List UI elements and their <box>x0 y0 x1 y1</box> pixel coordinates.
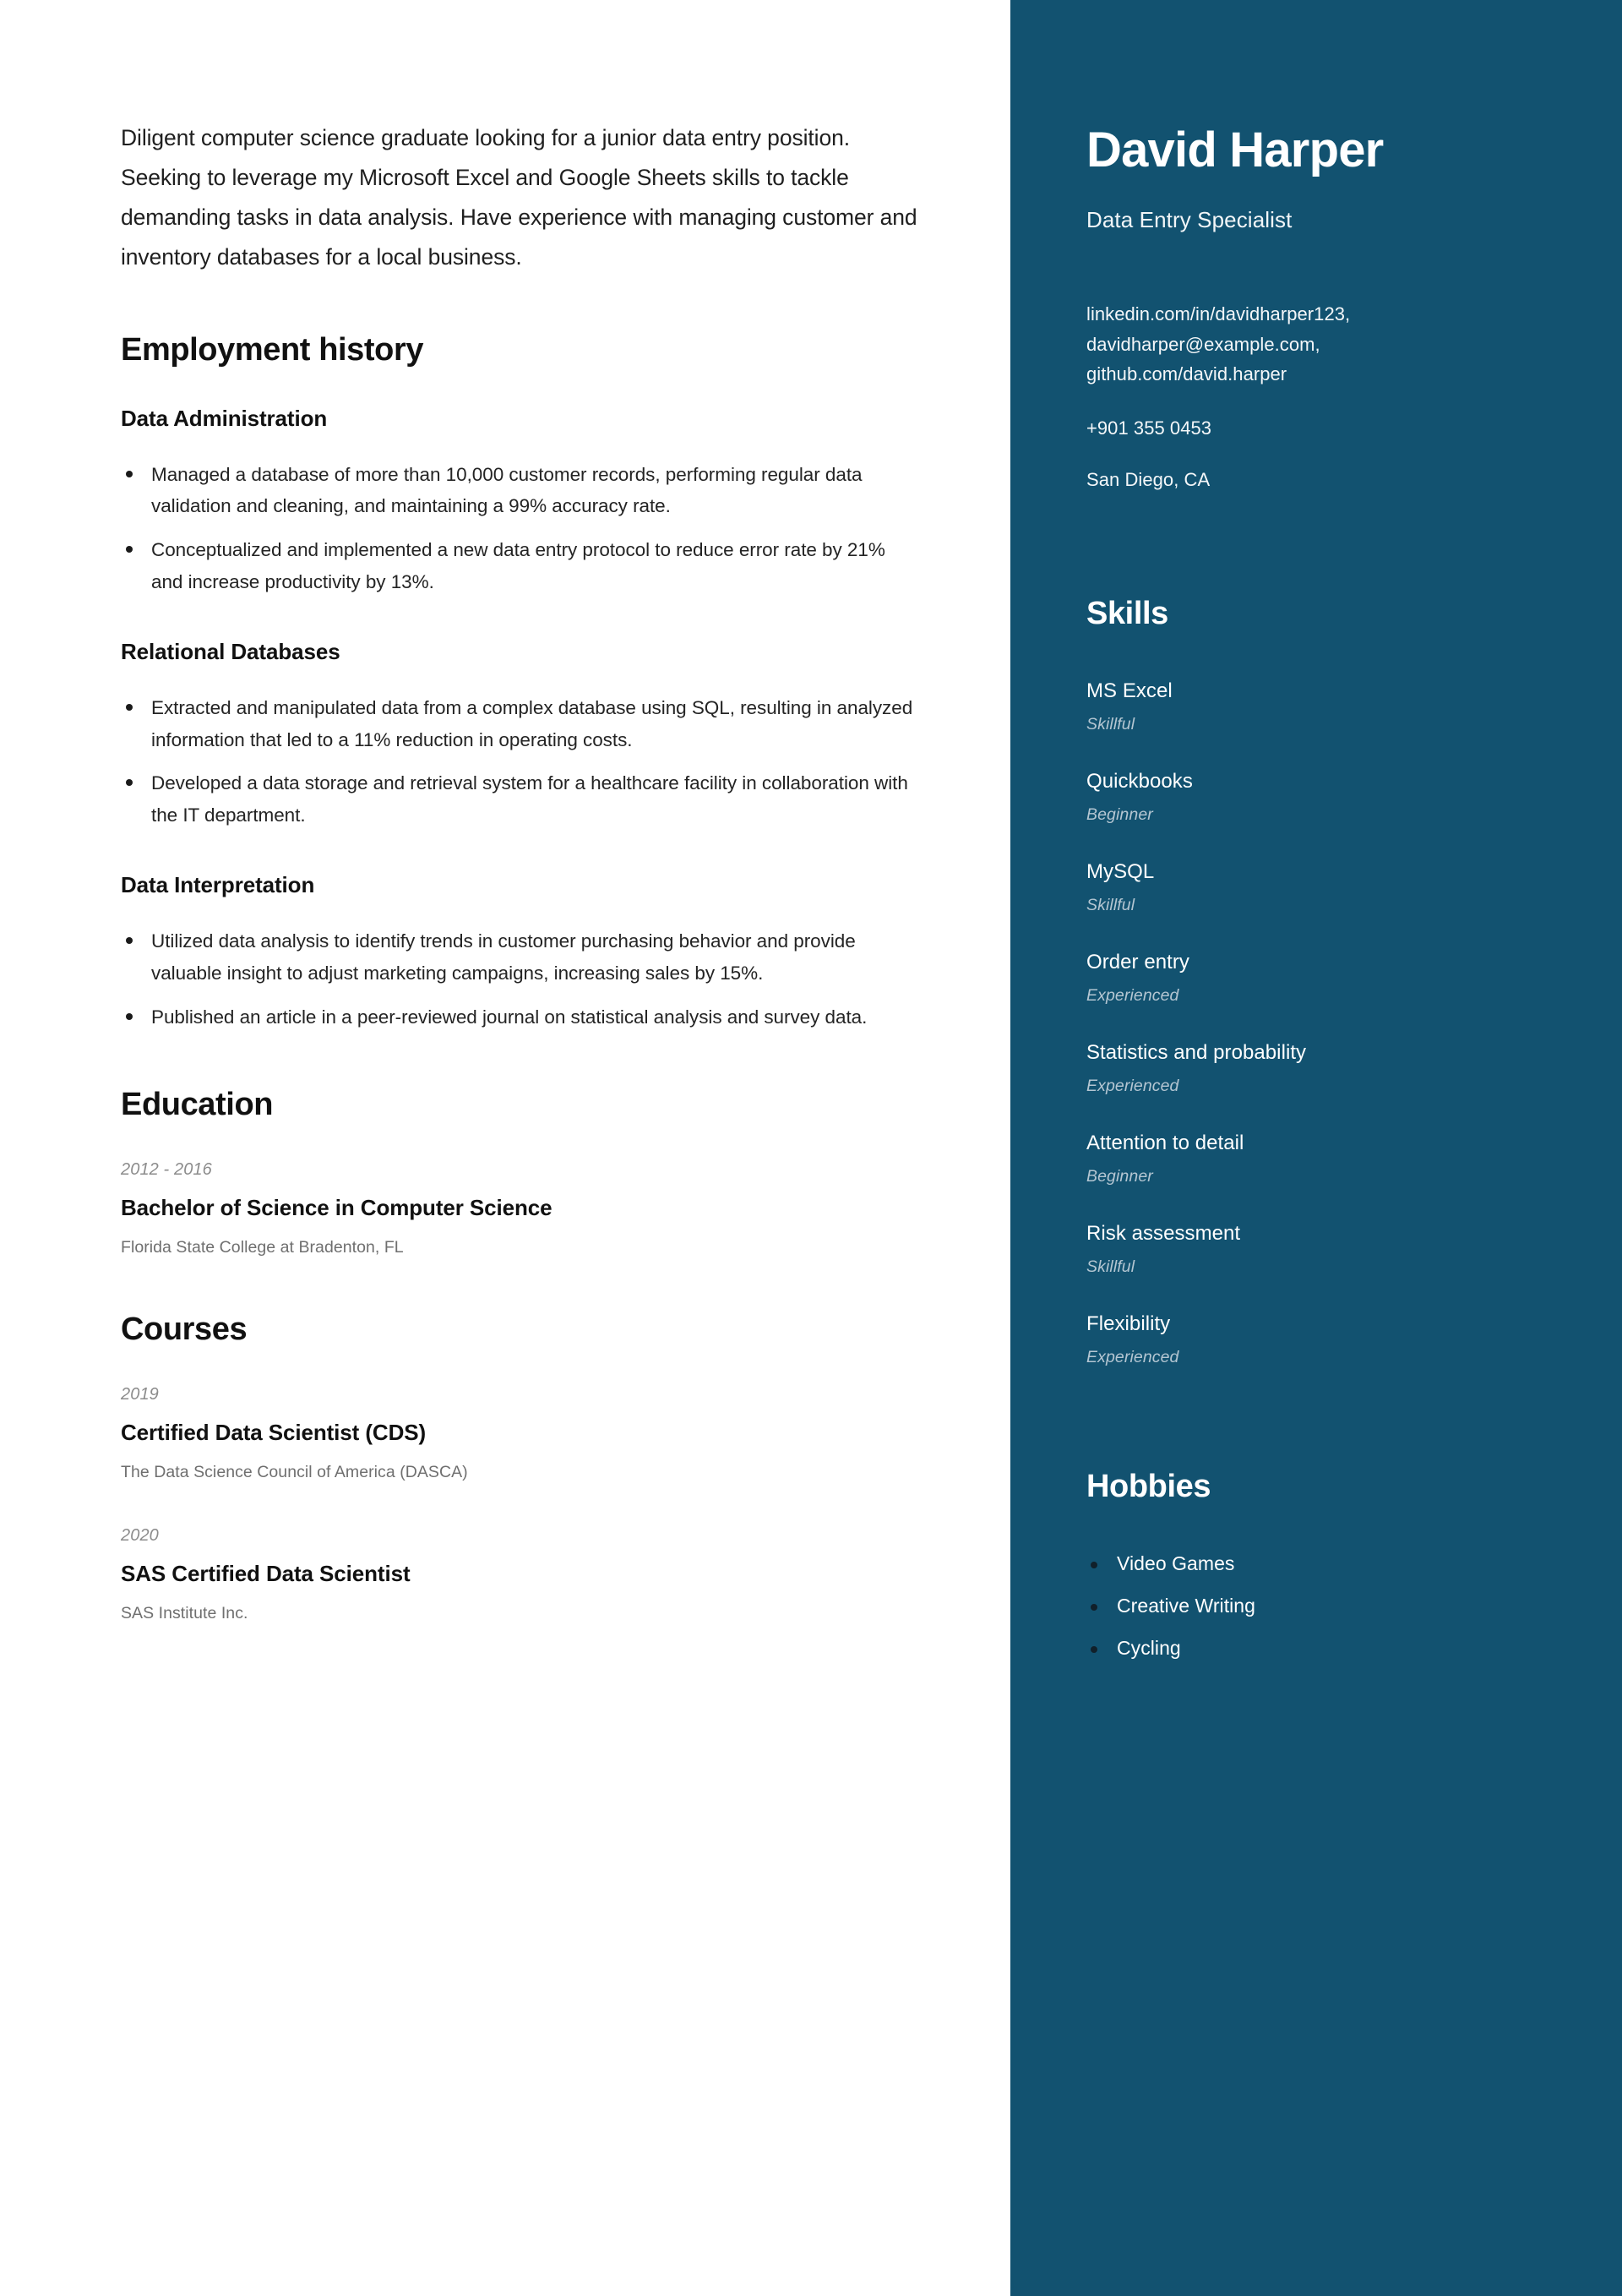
skill-item <box>1086 1041 1563 1096</box>
entry-title: SAS Certified Data Scientist <box>121 1561 411 1587</box>
skill-name: Statistics and probability <box>1086 1041 1307 1065</box>
skill-level: Experienced <box>1086 1077 1179 1096</box>
skill-name: Flexibility <box>1086 1312 1171 1336</box>
hobby-item: Creative Writing <box>1086 1595 1563 1617</box>
contact-github[interactable]: github.com/david.harper <box>1086 363 1287 385</box>
skill-item <box>1086 1132 1563 1186</box>
job-title: Relational Databases <box>121 638 340 664</box>
skill-name: Risk assessment <box>1086 1222 1241 1246</box>
professional-summary: Diligent computer science graduate looking for a junior data entry position. Seeking to leverage my Microsoft Excel and Google Sheets skills to tackle demanding tasks in data analysis. Have experience with managing customer and inventory databases for a local business. <box>121 125 917 270</box>
skill-name: Quickbooks <box>1086 770 1193 794</box>
contact-phone[interactable]: +901 355 0453 <box>1086 417 1212 439</box>
courses-title: Courses <box>121 1312 248 1348</box>
skill-name: Attention to detail <box>1086 1132 1244 1155</box>
skill-item <box>1086 951 1563 1006</box>
entry-title: Bachelor of Science in Computer Science <box>121 1195 552 1221</box>
skill-list <box>1086 679 1563 1367</box>
job-bullet: Published an article in a peer-reviewed journal on statistical analysis and survey data. <box>122 1001 922 1033</box>
employment-history-title: Employment history <box>121 331 424 368</box>
job-bullet-list <box>122 692 922 832</box>
skill-name: MS Excel <box>1086 679 1173 703</box>
candidate-name: David Harper <box>1086 123 1384 177</box>
entry-date: 2012 - 2016 <box>121 1160 212 1180</box>
courses-entry-list <box>121 1385 922 1623</box>
job-title: Data Interpretation <box>121 872 315 897</box>
employment-job <box>121 639 922 832</box>
entry-institution: The Data Science Council of America (DASCA) <box>121 1463 468 1482</box>
skill-item <box>1086 1222 1563 1277</box>
hobby-list <box>1086 1552 1563 1660</box>
hobby-item: Video Games <box>1086 1552 1563 1575</box>
job-title: Data Administration <box>121 405 328 431</box>
skill-level: Beginner <box>1086 805 1153 825</box>
section-education <box>121 1087 922 1257</box>
education-entry-list <box>121 1160 922 1257</box>
skill-level: Experienced <box>1086 986 1179 1006</box>
section-employment-history <box>121 332 922 1033</box>
education-title: Education <box>121 1087 274 1123</box>
entry-date: 2019 <box>121 1385 159 1404</box>
hobbies-title: Hobbies <box>1086 1469 1211 1505</box>
skill-item <box>1086 770 1563 825</box>
skill-name: MySQL <box>1086 860 1155 884</box>
hobby-item: Cycling <box>1086 1637 1563 1660</box>
employment-job <box>121 872 922 1033</box>
employment-job <box>121 406 922 598</box>
skill-name: Order entry <box>1086 951 1189 974</box>
job-bullet-list <box>122 459 922 598</box>
skill-level: Beginner <box>1086 1167 1153 1186</box>
employment-job-list <box>121 406 922 1033</box>
skill-level: Skillful <box>1086 896 1135 915</box>
section-skills <box>1086 596 1563 1367</box>
job-bullet: Managed a database of more than 10,000 customer records, performing regular data validation and cleaning, and maintaining a 99% accuracy rate. <box>122 459 922 523</box>
timeline-entry <box>121 1385 922 1482</box>
skill-item <box>1086 679 1563 734</box>
timeline-entry <box>121 1526 922 1623</box>
contact-links <box>1086 299 1563 390</box>
candidate-role: Data Entry Specialist <box>1086 206 1293 232</box>
contact-linkedin[interactable]: linkedin.com/in/davidharper123, <box>1086 303 1351 324</box>
entry-title: Certified Data Scientist (CDS) <box>121 1420 427 1446</box>
job-bullet: Extracted and manipulated data from a complex database using SQL, resulting in analyzed information that led to a 11% reduction in operating costs. <box>122 692 922 756</box>
skill-level: Experienced <box>1086 1348 1179 1367</box>
sidebar <box>1010 0 1622 2296</box>
entry-date: 2020 <box>121 1526 159 1546</box>
skill-level: Skillful <box>1086 715 1135 734</box>
job-bullet: Developed a data storage and retrieval system for a healthcare facility in collaboration with the IT department. <box>122 767 922 832</box>
skill-item <box>1086 1312 1563 1367</box>
entry-institution: Florida State College at Bradenton, FL <box>121 1238 404 1257</box>
job-bullet: Conceptualized and implemented a new data entry protocol to reduce error rate by 21% and increase productivity by 13%. <box>122 534 922 598</box>
section-courses <box>121 1312 922 1623</box>
job-bullet-list <box>122 925 922 1033</box>
contact-email[interactable]: davidharper@example.com, <box>1086 333 1320 355</box>
contact-location: San Diego, CA <box>1086 468 1211 490</box>
section-hobbies <box>1086 1469 1563 1660</box>
timeline-entry <box>121 1160 922 1257</box>
entry-institution: SAS Institute Inc. <box>121 1604 248 1623</box>
skill-level: Skillful <box>1086 1257 1135 1277</box>
skills-title: Skills <box>1086 596 1168 632</box>
skill-item <box>1086 860 1563 915</box>
job-bullet: Utilized data analysis to identify trends in customer purchasing behavior and provide valuable insight to adjust marketing campaigns, increasing sales by 15%. <box>122 925 922 990</box>
